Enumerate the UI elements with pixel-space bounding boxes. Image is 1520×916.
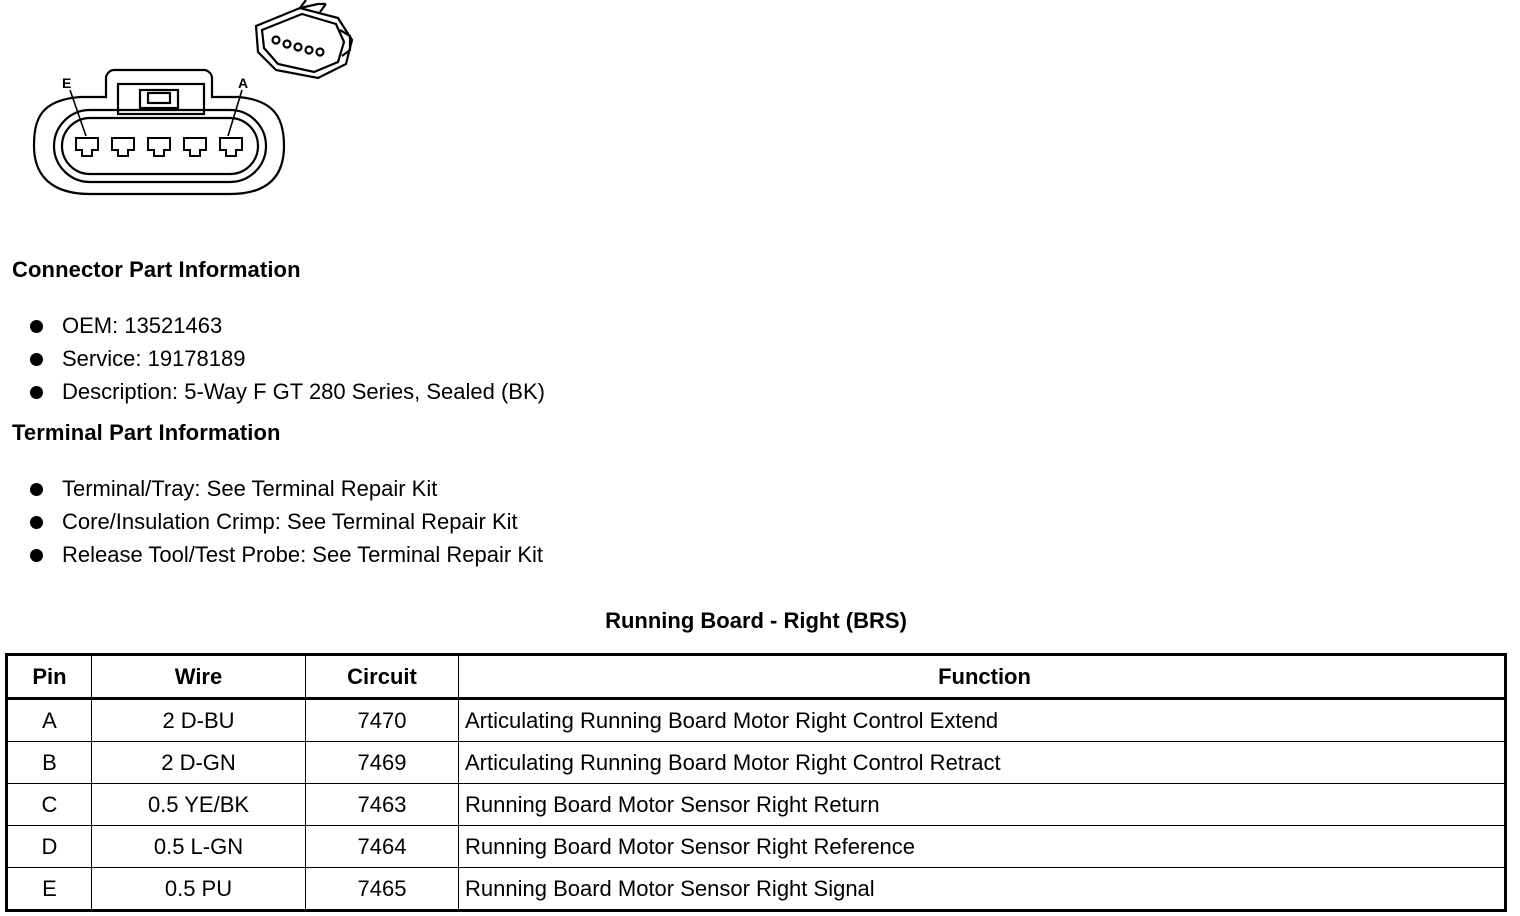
wire-cell: 2 D-GN xyxy=(92,742,306,784)
wire-cell: 0.5 PU xyxy=(92,868,306,911)
connector-diagram xyxy=(0,0,380,210)
column-header-wire: Wire xyxy=(92,655,306,699)
pin-label-a: A xyxy=(238,75,249,91)
column-header-circuit: Circuit xyxy=(306,655,459,699)
circuit-cell: 7463 xyxy=(306,784,459,826)
function-cell: Articulating Running Board Motor Right Control Extend xyxy=(459,699,1506,742)
list-item: Terminal/Tray: See Terminal Repair Kit xyxy=(28,472,543,505)
connector-thumbnail-icon xyxy=(256,0,352,78)
list-item: Service: 19178189 xyxy=(28,342,545,375)
wire-cell: 2 D-BU xyxy=(92,699,306,742)
pin-cell: E xyxy=(7,868,92,911)
table-row xyxy=(7,868,1506,911)
wire-cell: 0.5 YE/BK xyxy=(92,784,306,826)
pin-cell: B xyxy=(7,742,92,784)
connector-info-heading: Connector Part Information xyxy=(12,257,301,282)
pin-table xyxy=(5,653,1507,912)
list-item: Description: 5-Way F GT 280 Series, Sealed (BK) xyxy=(28,375,545,408)
pin-cell: A xyxy=(7,699,92,742)
table-row xyxy=(7,784,1506,826)
table-row xyxy=(7,742,1506,784)
pin-label-e: E xyxy=(62,75,72,91)
table-row xyxy=(7,699,1506,742)
pin-cell: C xyxy=(7,784,92,826)
function-cell: Running Board Motor Sensor Right Reference xyxy=(459,826,1506,868)
column-header-pin: Pin xyxy=(7,655,92,699)
terminal-info-list xyxy=(28,472,543,571)
function-cell: Articulating Running Board Motor Right Control Retract xyxy=(459,742,1506,784)
connector-info-list xyxy=(28,309,545,408)
function-cell: Running Board Motor Sensor Right Signal xyxy=(459,868,1506,911)
circuit-cell: 7465 xyxy=(306,868,459,911)
terminal-info-heading: Terminal Part Information xyxy=(12,420,281,445)
circuit-cell: 7464 xyxy=(306,826,459,868)
circuit-cell: 7469 xyxy=(306,742,459,784)
table-header-row xyxy=(7,655,1506,699)
pin-table-title: Running Board - Right (BRS) xyxy=(605,608,907,633)
list-item: Release Tool/Test Probe: See Terminal Repair Kit xyxy=(28,538,543,571)
list-item: Core/Insulation Crimp: See Terminal Repair Kit xyxy=(28,505,543,538)
list-item: OEM: 13521463 xyxy=(28,309,545,342)
function-cell: Running Board Motor Sensor Right Return xyxy=(459,784,1506,826)
pin-cell: D xyxy=(7,826,92,868)
circuit-cell: 7470 xyxy=(306,699,459,742)
column-header-function: Function xyxy=(459,655,1506,699)
wire-cell: 0.5 L-GN xyxy=(92,826,306,868)
table-row xyxy=(7,826,1506,868)
